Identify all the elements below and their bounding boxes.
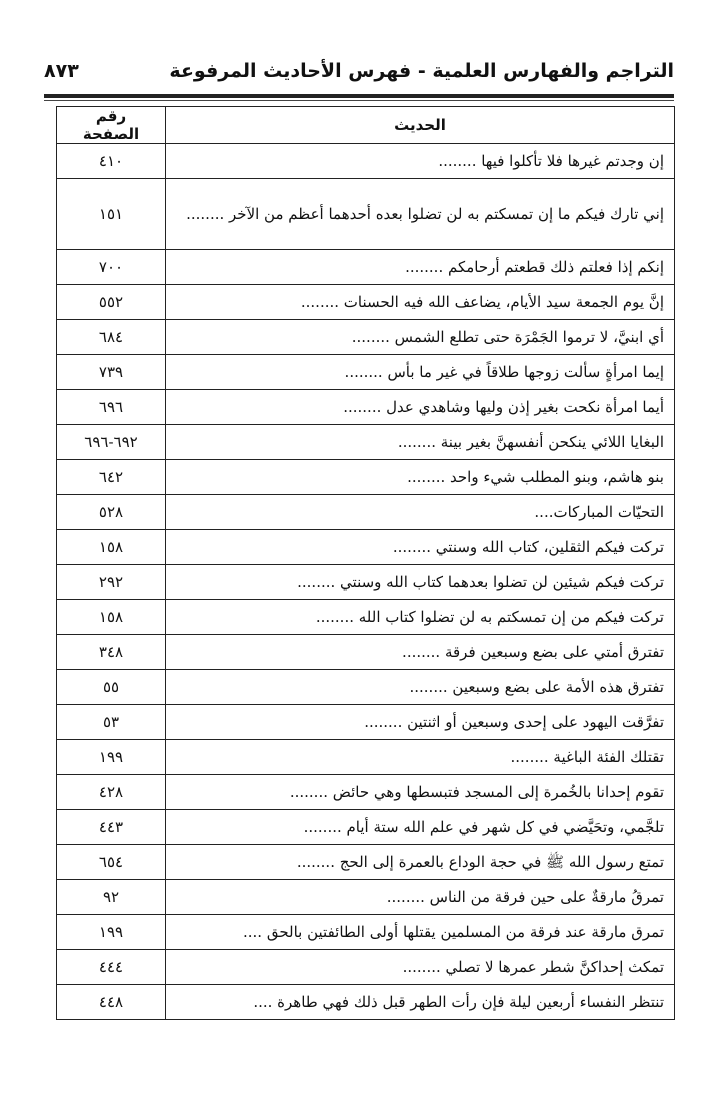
table-row <box>57 950 675 985</box>
hadith-text: البغايا اللائي ينكحن أنفسهنَّ بغير بينة ........ <box>166 425 675 460</box>
table-row <box>57 985 675 1020</box>
hadith-text: التحيّات المباركات.... <box>166 495 675 530</box>
page-ref: ١٥١ <box>57 179 166 250</box>
page-ref: ١٩٩ <box>57 740 166 775</box>
hadith-text: إن وجدتم غيرها فلا تأكلوا فيها ........ <box>166 144 675 179</box>
page-ref: ٣٤٨ <box>57 635 166 670</box>
table-row <box>57 670 675 705</box>
page-ref: ٤٤٣ <box>57 810 166 845</box>
table-row <box>57 320 675 355</box>
table-row <box>57 775 675 810</box>
hadith-text: تمتع رسول الله ﷺ في حجة الوداع بالعمرة إلى الحج ........ <box>166 845 675 880</box>
hadith-text: تفرَّقت اليهود على إحدى وسبعين أو اثنتين ........ <box>166 705 675 740</box>
page-ref: ٦٩٢-٦٩٦ <box>57 425 166 460</box>
page-ref: ٦٥٤ <box>57 845 166 880</box>
hadith-text: تنتظر النفساء أربعين ليلة فإن رأت الطهر قبل ذلك فهي طاهرة .... <box>166 985 675 1020</box>
table-row <box>57 530 675 565</box>
page-ref: ١٥٨ <box>57 530 166 565</box>
table-row <box>57 144 675 179</box>
table-row <box>57 565 675 600</box>
page-ref: ٤٢٨ <box>57 775 166 810</box>
hadith-index-table <box>56 106 675 1020</box>
table-row <box>57 810 675 845</box>
table-row <box>57 460 675 495</box>
page-ref: ١٥٨ <box>57 600 166 635</box>
page-ref: ٦٨٤ <box>57 320 166 355</box>
page-ref: ٤٤٤ <box>57 950 166 985</box>
page-ref: ٢٩٢ <box>57 565 166 600</box>
page-ref: ٦٩٦ <box>57 390 166 425</box>
hadith-text: إنَّ يوم الجمعة سيد الأيام، يضاعف الله فيه الحسنات ........ <box>166 285 675 320</box>
table-row <box>57 425 675 460</box>
header-rule-thick <box>44 94 674 98</box>
hadith-column-header: الحديث <box>166 107 675 144</box>
page-ref: ٥٥ <box>57 670 166 705</box>
table-row <box>57 845 675 880</box>
hadith-text: إيما امرأةٍ سألت زوجها طلاقاً في غير ما بأس ........ <box>166 355 675 390</box>
page-ref: ٤١٠ <box>57 144 166 179</box>
table-row <box>57 390 675 425</box>
hadith-text: أيما امرأة نكحت بغير إذن وليها وشاهدي عدل ........ <box>166 390 675 425</box>
page-ref: ٥٣ <box>57 705 166 740</box>
page-ref: ٥٢٨ <box>57 495 166 530</box>
page-ref: ٥٥٢ <box>57 285 166 320</box>
page-number: ٨٧٣ <box>44 60 79 82</box>
page-ref: ٩٢ <box>57 880 166 915</box>
table-row <box>57 915 675 950</box>
page-ref: ١٩٩ <box>57 915 166 950</box>
hadith-text: تلجَّمي، وتحَيَّضي في كل شهر في علم الله ستة أيام ........ <box>166 810 675 845</box>
table-row <box>57 600 675 635</box>
hadith-text: تركت فيكم من إن تمسكتم به لن تضلوا كتاب الله ........ <box>166 600 675 635</box>
hadith-text: تفترق أمتي على بضع وسبعين فرقة ........ <box>166 635 675 670</box>
table-row <box>57 495 675 530</box>
hadith-text: تركت فيكم الثقلين، كتاب الله وسنتي ........ <box>166 530 675 565</box>
table-row <box>57 635 675 670</box>
hadith-text: تركت فيكم شيئين لن تضلوا بعدهما كتاب الله وسنتي ........ <box>166 565 675 600</box>
table-row <box>57 179 675 250</box>
page-ref: ٤٤٨ <box>57 985 166 1020</box>
table-row <box>57 250 675 285</box>
hadith-text: تمرقُ مارقةٌ على حين فرقة من الناس ........ <box>166 880 675 915</box>
hadith-text: تقتلك الفئة الباغية ........ <box>166 740 675 775</box>
page-ref: ٧٣٩ <box>57 355 166 390</box>
hadith-text: إني تارك فيكم ما إن تمسكتم به لن تضلوا بعده أحدهما أعظم من الآخر ........ <box>166 179 675 250</box>
table-header-row <box>57 107 675 144</box>
header-title: التراجم والفهارس العلمية - فهرس الأحاديث المرفوعة <box>169 60 674 82</box>
running-header <box>44 58 674 92</box>
page-ref: ٧٠٠ <box>57 250 166 285</box>
page-column-header: رقم الصفحة <box>57 107 166 144</box>
hadith-text: تقوم إحدانا بالخُمرة إلى المسجد فتبسطها وهي حائض ........ <box>166 775 675 810</box>
hadith-text: إنكم إذا فعلتم ذلك قطعتم أرحامكم ........ <box>166 250 675 285</box>
table-row <box>57 355 675 390</box>
hadith-text: بنو هاشم، وبنو المطلب شيء واحد ........ <box>166 460 675 495</box>
hadith-text: تمرق مارقة عند فرقة من المسلمين يقتلها أولى الطائفتين بالحق .... <box>166 915 675 950</box>
hadith-text: أي ابنيَّ، لا ترموا الجَمْرَة حتى تطلع الشمس ........ <box>166 320 675 355</box>
table-row <box>57 740 675 775</box>
page-ref: ٦٤٢ <box>57 460 166 495</box>
table-row <box>57 705 675 740</box>
table-row <box>57 880 675 915</box>
hadith-text: تفترق هذه الأمة على بضع وسبعين ........ <box>166 670 675 705</box>
hadith-text: تمكث إحداكنَّ شطر عمرها لا تصلي ........ <box>166 950 675 985</box>
table-row <box>57 285 675 320</box>
header-rule-thin <box>44 100 674 101</box>
